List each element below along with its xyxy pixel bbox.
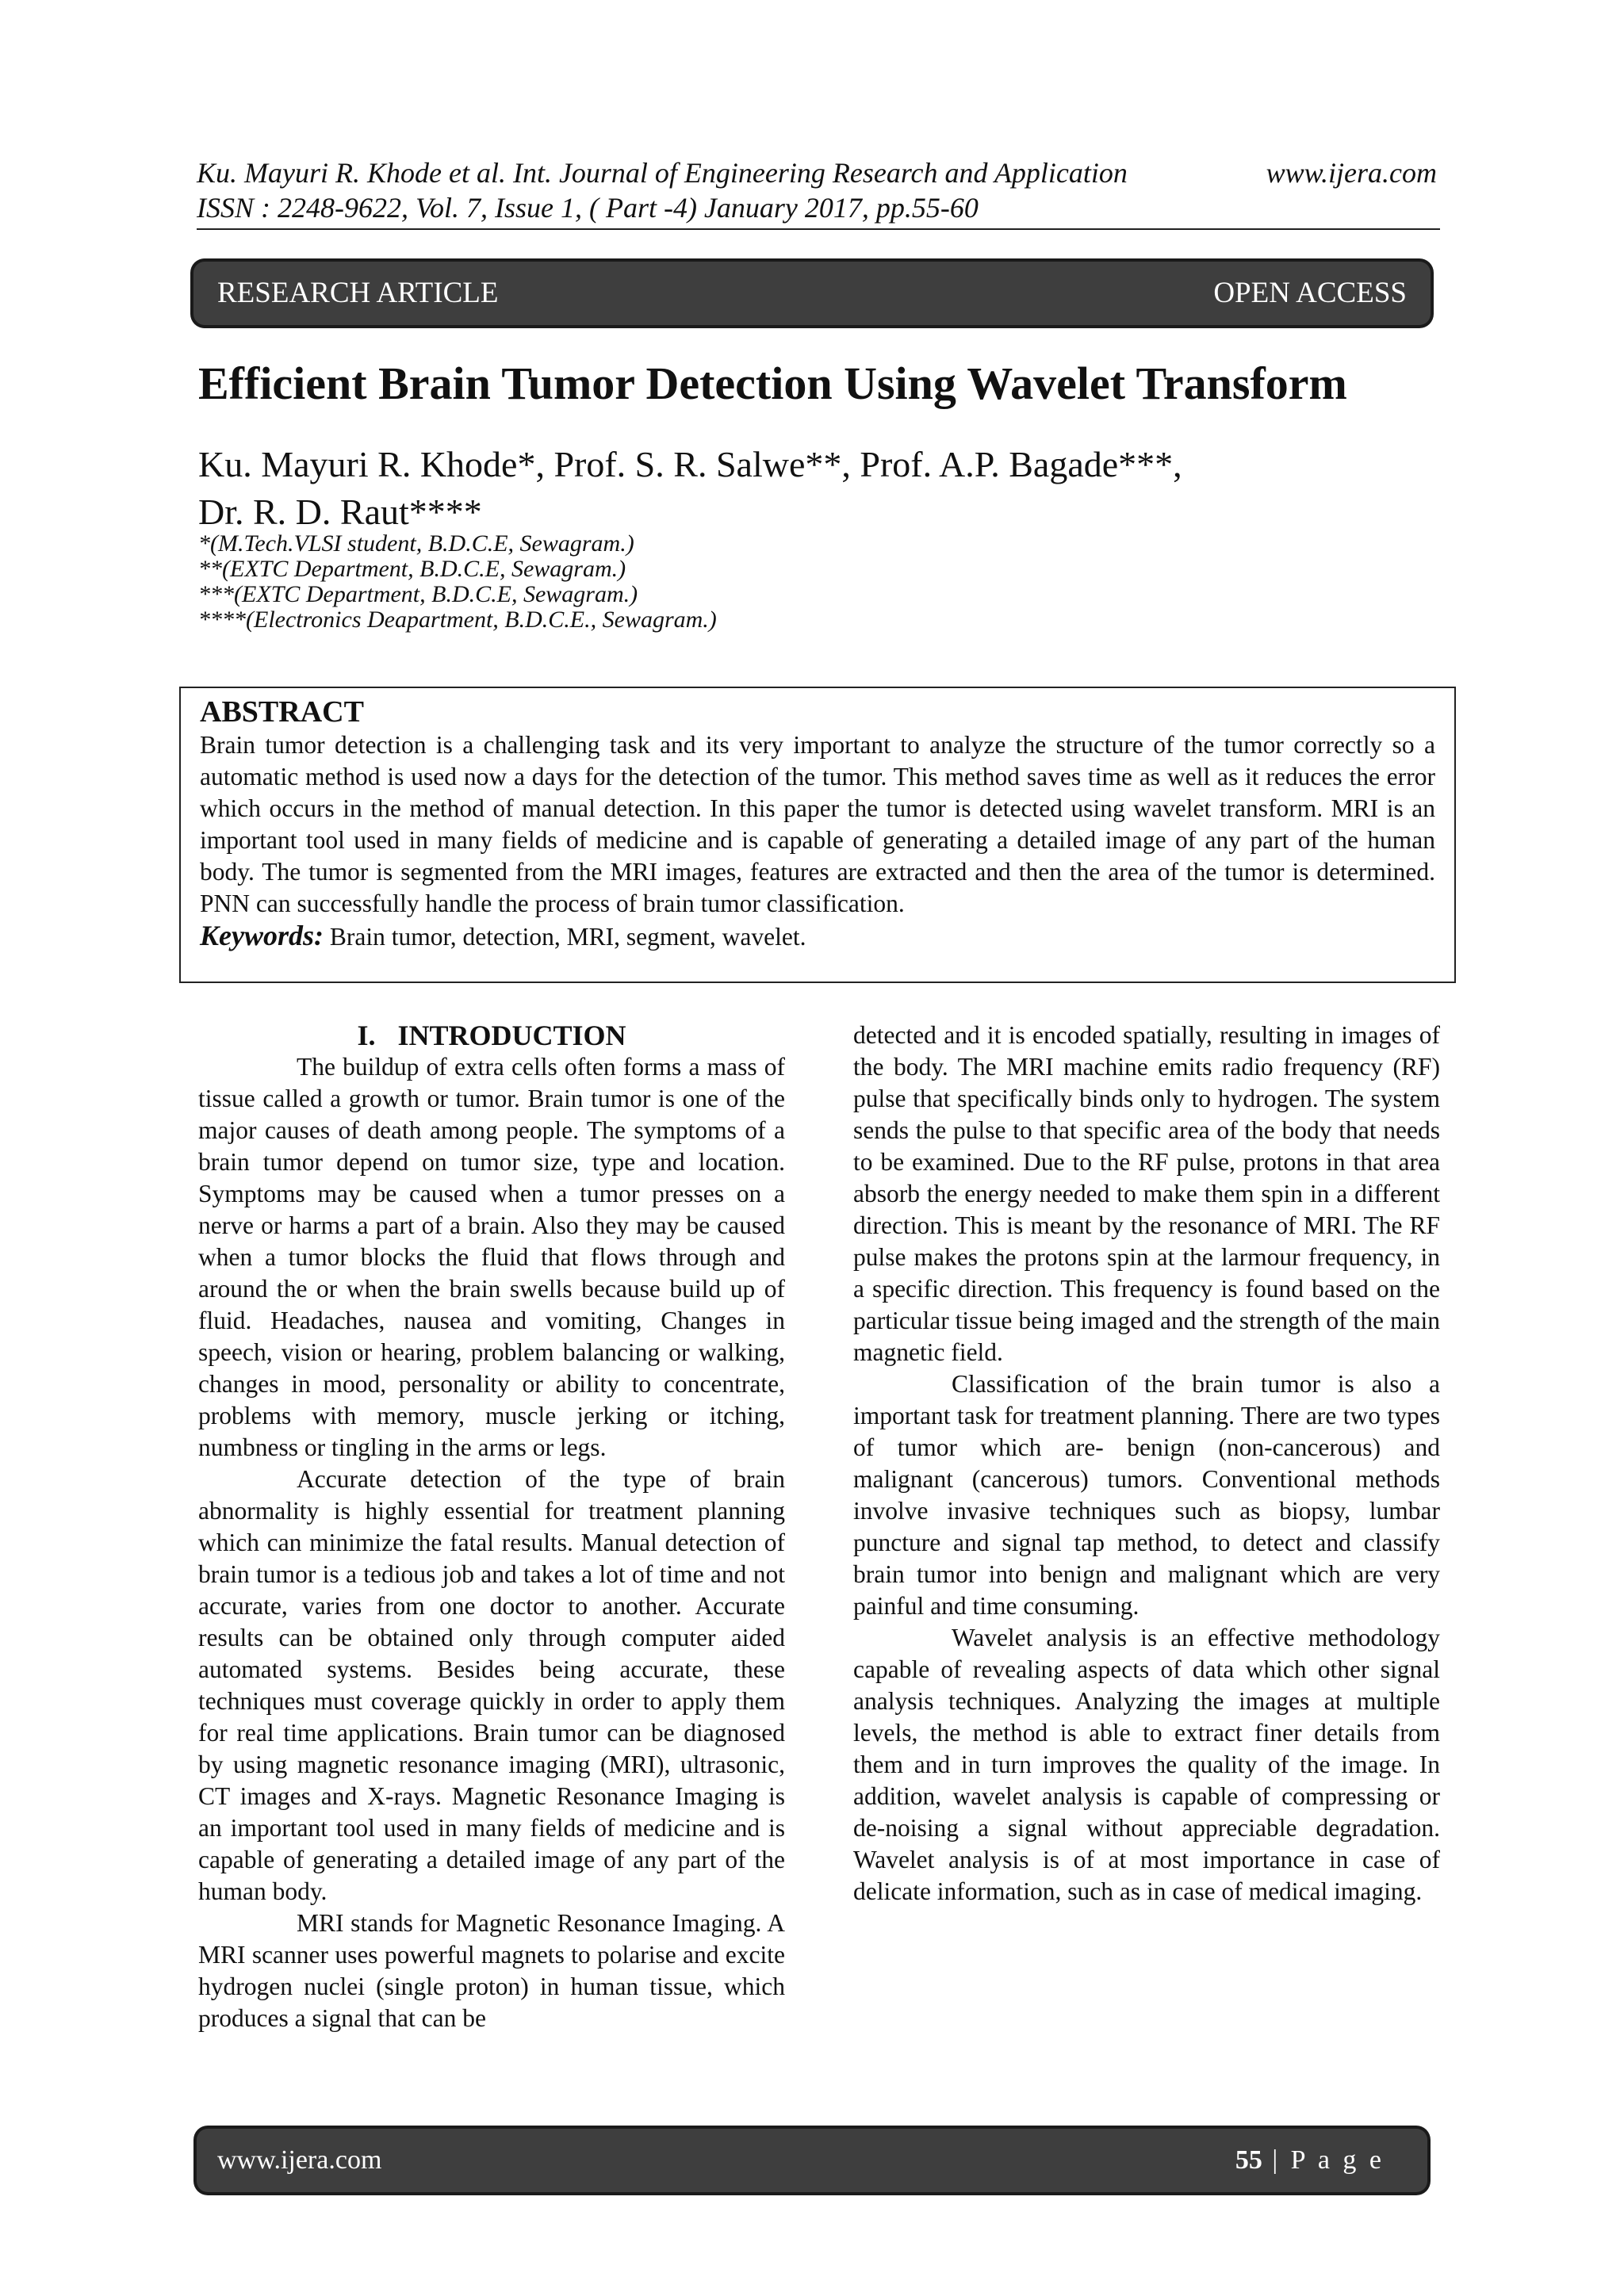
left-column — [198, 1020, 785, 2034]
page-label: | P a g e — [1262, 2145, 1385, 2175]
affiliation: ***(EXTC Department, B.D.C.E, Sewagram.) — [198, 581, 638, 607]
section-number: I. — [357, 1020, 376, 1051]
abstract-text: Brain tumor detection is a challenging task and its very important to analyze the structure of the tumor correctly so a automatic method is used now a days for the detection of the tumor. This method saves time as well as it reduces the error which occurs in the method of manual detection. In this paper the tumor is detected using wavelet transform. MRI is an important tool used in many fields of medicine and is capable of generating a detailed image of any part of the human body. The tumor is segmented from the MRI images, features are extracted and then the area of the tumor is determined. PNN can successfully handle the process of brain tumor classification. — [200, 731, 1435, 917]
body-paragraph: Accurate detection of the type of brain abnormality is highly essential for treatment planning which can minimize the fatal results. Manual detection of brain tumor is a tedious job and takes a lot of time and not accurate, varies from one doctor to another. Accurate results can be obtained only through computer aided automated systems. Besides being accurate, these techniques must coverage quickly in order to apply them for real time applications. Brain tumor can be diagnosed by using magnetic resonance imaging (MRI), ultrasonic, CT images and X-rays. Magnetic Resonance Imaging is an important tool used in many fields of medicine and is capable of generating a detailed image of any part of the human body. — [198, 1465, 785, 1905]
page-number: 55 — [1235, 2145, 1262, 2175]
body-paragraph: Classification of the brain tumor is also a important task for treatment planning. There are two types of tumor which are- benign (non-cancerous) and malignant (cancerous) tumors. Conventional methods involve invasive techniques such as biopsy, lumbar puncture and signal tap method, to detect and classify brain tumor into benign and malignant which are very painful and time consuming. — [853, 1370, 1440, 1620]
keywords-label: Keywords: — [200, 920, 324, 951]
author-line: Ku. Mayuri R. Khode*, Prof. S. R. Salwe**, Prof. A.P. Bagade***, — [198, 444, 1182, 484]
affiliation: **(EXTC Department, B.D.C.E, Sewagram.) — [198, 556, 626, 582]
section-heading — [198, 1020, 785, 1051]
body-paragraph: Wavelet analysis is an effective methodology capable of revealing aspects of data which other signal analysis techniques. Analyzing the images at multiple levels, the method is able to extract finer details from them and in turn improves the quality of the image. In addition, wavelet analysis is capable of compressing or de-noising a signal without appreciable degradation. Wavelet analysis is of at most importance in case of delicate information, such as in case of medical imaging. — [853, 1624, 1440, 1905]
article-type-banner — [193, 262, 1431, 325]
keywords-text: Brain tumor, detection, MRI, segment, wavelet. — [324, 923, 806, 951]
author-line: Dr. R. D. Raut**** — [198, 492, 482, 532]
abstract-box — [179, 687, 1456, 983]
body-paragraph: detected and it is encoded spatially, resulting in images of the body. The MRI machine emits radio frequency (RF) pulse that specifically binds only to hydrogen. The system sends the pulse to that specific area of the body that needs to be examined. Due to the RF pulse, protons in that area absorb the energy needed to make them spin in a different direction. This is meant by the resonance of MRI. The RF pulse makes the protons spin at the larmour frequency, in a specific direction. This frequency is found based on the particular tissue being imaged and the strength of the main magnetic field. — [853, 1021, 1440, 1366]
affiliation: ****(Electronics Deapartment, B.D.C.E., Sewagram.) — [198, 607, 717, 633]
author-list — [198, 441, 1182, 536]
section-title: INTRODUCTION — [397, 1020, 626, 1051]
affiliation: *(M.Tech.VLSI student, B.D.C.E, Sewagram.) — [198, 530, 634, 557]
right-column — [853, 1020, 1440, 1908]
body-paragraph: The buildup of extra cells often forms a mass of tissue called a growth or tumor. Brain tumor is one of the major causes of death among people. The symptoms of a brain tumor depend on tumor size, type and location. Symptoms may be caused when a tumor presses on a nerve or harms a part of a brain. Also they may be caused when a tumor blocks the fluid that flows through and around the or when the brain swells because build up of fluid. Headaches, nausea and vomiting, Changes in speech, vision or hearing, problem balancing or walking, changes in mood, personality or ability to concentrate, problems with memory, muscle jerking or itching, numbness or tingling in the arms or legs. — [198, 1053, 785, 1461]
abstract-heading: ABSTRACT — [200, 695, 364, 729]
affiliation-list — [198, 531, 717, 633]
paper-title: Efficient Brain Tumor Detection Using Wavelet Transform — [198, 358, 1347, 409]
body-paragraph: MRI stands for Magnetic Resonance Imaging. A MRI scanner uses powerful magnets to polarise and excite hydrogen nuclei (single proton) in human tissue, which produces a signal that can be — [198, 1909, 785, 2032]
open-access-label: OPEN ACCESS — [1213, 277, 1407, 309]
running-header — [197, 155, 1440, 230]
page-footer — [197, 2129, 1427, 2192]
journal-citation: Ku. Mayuri R. Khode et al. Int. Journal of Engineering Research and Application — [197, 157, 1128, 189]
keywords-line — [200, 920, 1435, 953]
journal-url[interactable]: www.ijera.com — [1266, 157, 1437, 189]
issn-line: ISSN : 2248-9622, Vol. 7, Issue 1, ( Part -4) January 2017, pp.55-60 — [197, 192, 979, 224]
footer-url[interactable]: www.ijera.com — [217, 2145, 382, 2175]
page-indicator — [1235, 2145, 1385, 2176]
article-type-label: RESEARCH ARTICLE — [217, 277, 499, 309]
